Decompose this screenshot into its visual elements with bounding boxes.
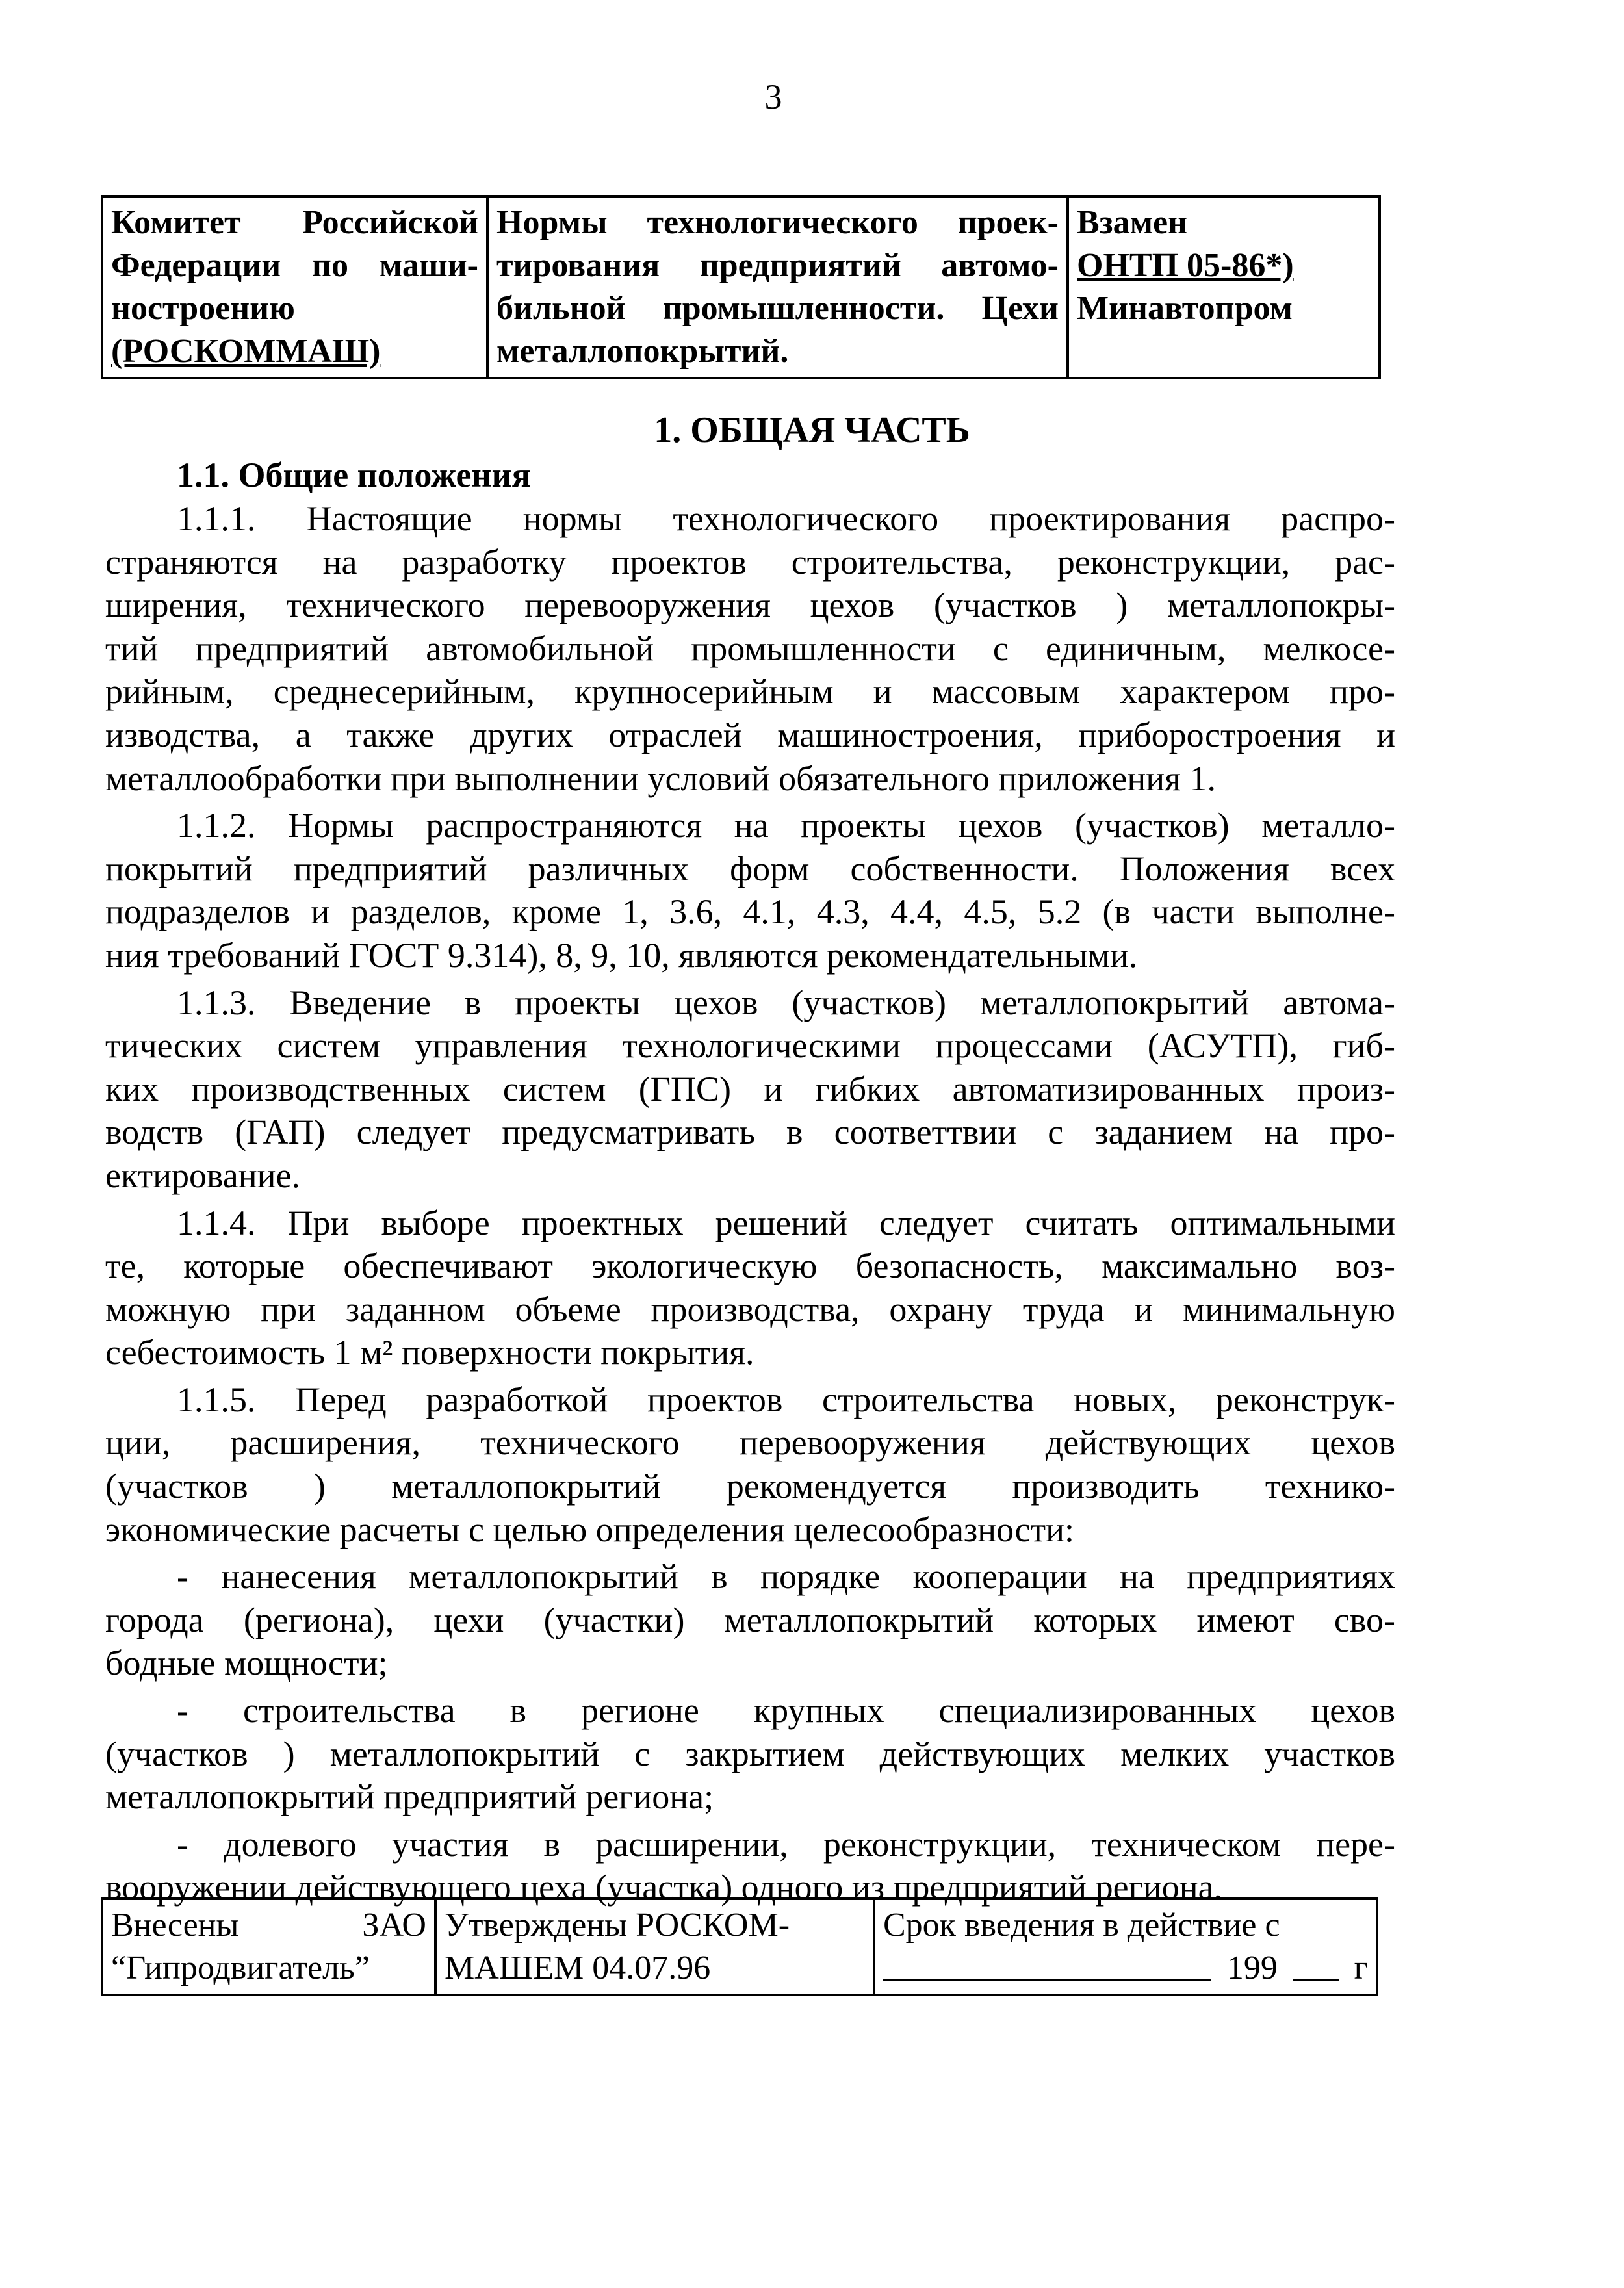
submitted-org-type: ЗАО [362, 1907, 426, 1944]
paragraph-1-1-5 [105, 1378, 1395, 1551]
text-line: ширения, технического перевооружения цехов (участков ) металлопокры- [105, 585, 1395, 625]
date-blank [883, 1947, 1211, 1981]
text-line: себестоимость 1 м² поверхности покрытия. [105, 1333, 754, 1372]
document-title-line: тирования предприятий автомо- [496, 247, 1059, 284]
text-line: ких производственных систем (ГПС) и гибких автоматизированных произ- [105, 1069, 1395, 1109]
text-line: металлопокрытий предприятий региона; [105, 1777, 714, 1817]
effective-date-row [883, 1947, 1368, 1990]
year-blank [1293, 1947, 1339, 1981]
submitted-label: Внесены [111, 1907, 239, 1944]
paragraph-1-1-2 [105, 804, 1395, 977]
list-item-cooperation [105, 1555, 1395, 1685]
approved-line: Утверждены РОСКОМ- [445, 1907, 790, 1944]
text-line: 1.1.4. При выборе проектных решений следует считать оптимальными [177, 1203, 1395, 1242]
effective-year: 199 [1226, 1949, 1278, 1986]
effective-suffix: г [1354, 1949, 1368, 1986]
replaces-code: ОНТП 05-86*) [1077, 247, 1294, 284]
committee-line: (РОСКОММАШ) [111, 333, 381, 370]
text-line: страняются на разработку проектов строительства, реконструкции, рас- [105, 542, 1395, 582]
text-line: (участков ) металлопокрытий с закрытием действующих мелких участков [105, 1734, 1395, 1773]
section-title: 1. ОБЩАЯ ЧАСТЬ [654, 410, 970, 450]
document-title-line: бильной промышленности. Цехи [496, 290, 1059, 327]
committee-cell [102, 196, 487, 378]
effective-label: Срок введения в действие с [883, 1907, 1280, 1944]
text-line: - долевого участия в расширении, реконструкции, техническом пере- [177, 1824, 1395, 1864]
text-line: (участков ) металлопокрытий рекомендуется производить технико- [105, 1467, 1395, 1506]
text-line: изводства, а также других отраслей машиностроения, приборостроения и [105, 715, 1395, 754]
text-line: экономические расчеты с целью определения целесообразности: [105, 1510, 1074, 1549]
document-title-line: металлопокрытий. [496, 333, 789, 370]
submitted-cell [102, 1899, 435, 1995]
approved-cell [435, 1899, 874, 1995]
text-line: - нанесения металлопокрытий в порядке кооперации на предприятиях [177, 1557, 1395, 1597]
committee-line: ностроению [111, 290, 295, 327]
effective-date-cell [874, 1899, 1377, 1995]
text-line: металлообработки при выполнении условий обязательного приложения 1. [105, 758, 1216, 798]
document-title-line: Нормы технологического проек- [496, 204, 1059, 241]
list-item-construction [105, 1689, 1395, 1819]
replaces-org: Минавтопром [1077, 290, 1293, 327]
text-line: те, которые обеспечивают экологическую безопасность, максимально воз- [105, 1246, 1395, 1286]
page-number: 3 [764, 77, 782, 116]
approved-line: МАШЕМ 04.07.96 [445, 1949, 711, 1986]
committee-line: Федерации по маши- [111, 247, 478, 284]
footer-table [101, 1897, 1378, 1996]
text-line: 1.1.2. Нормы распространяются на проекты цехов (участков) металло- [177, 806, 1395, 845]
paragraph-1-1-4 [105, 1202, 1395, 1374]
text-line: города (региона), цехи (участки) металлопокрытий которых имеют сво- [105, 1600, 1395, 1639]
text-line: 1.1.3. Введение в проекты цехов (участков) металлопокрытий автома- [177, 983, 1395, 1022]
body-text [105, 497, 1395, 1913]
paragraph-1-1-3 [105, 981, 1395, 1198]
submitted-row [111, 1904, 426, 1947]
text-line: тий предприятий автомобильной промышленности с единичным, мелкосе- [105, 628, 1395, 668]
committee-line: Комитет Российской [111, 204, 478, 241]
subsection-title: 1.1. Общие положения [177, 456, 531, 495]
text-line: 1.1.1. Настоящие нормы технологического проектирования распро- [177, 499, 1395, 538]
text-line: ектирование. [105, 1155, 301, 1195]
text-line: ции, расширения, технического перевооружения действующих цехов [105, 1423, 1395, 1463]
list-item-shared-participation [105, 1823, 1395, 1909]
text-line: бодные мощности; [105, 1643, 388, 1683]
replaces-label: Взамен [1077, 204, 1188, 241]
text-line: можную при заданном объеме производства, охрану труда и минимальную [105, 1289, 1395, 1329]
text-line: подразделов и разделов, кроме 1, 3.6, 4.1, 4.3, 4.4, 4.5, 5.2 (в части выполне- [105, 892, 1395, 932]
text-line: рийным, среднесерийным, крупносерийным и массовым характером про- [105, 672, 1395, 712]
text-line: вооружении действующего цеха (участка) одного из предприятий региона. [105, 1868, 1223, 1907]
document-title-cell [487, 196, 1068, 378]
text-line: водств (ГАП) следует предусматривать в соответтвии с заданием на про- [105, 1112, 1395, 1152]
text-line: покрытий предприятий различных форм собственности. Положения всех [105, 849, 1395, 888]
text-line: - строительства в регионе крупных специализированных цехов [177, 1691, 1395, 1730]
header-table [101, 195, 1381, 379]
text-line: ния требований ГОСТ 9.314), 8, 9, 10, являются рекомендательными. [105, 935, 1138, 975]
paragraph-1-1-1 [105, 497, 1395, 800]
text-line: тических систем управления технологическими процессами (АСУТП), гиб- [105, 1026, 1395, 1066]
replaces-cell [1068, 196, 1380, 378]
submitted-org: “Гипродвигатель” [111, 1949, 370, 1986]
text-line: 1.1.5. Перед разработкой проектов строительства новых, реконструк- [177, 1380, 1395, 1419]
